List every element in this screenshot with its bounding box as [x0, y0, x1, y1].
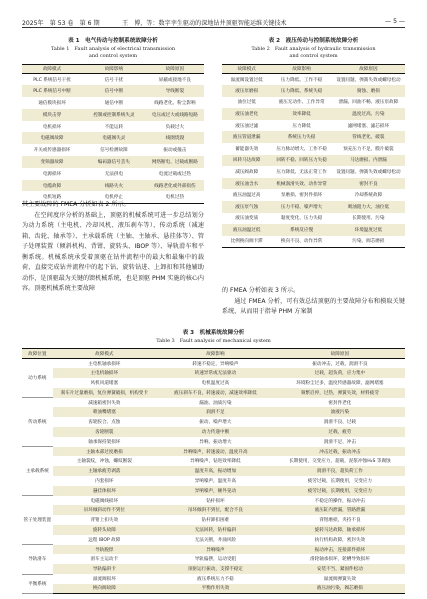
table-cell: 滑车主运动卡: [90, 557, 119, 563]
table-row: [22, 180, 204, 192]
table-row: [222, 155, 405, 167]
table-cell: 异响、振动增大: [199, 439, 232, 445]
table-cell: 无法回转，钻杆偏斜: [194, 527, 237, 533]
table-cell: 润滑不良、过载: [323, 420, 356, 426]
table-cell: 钻杆卸扣困难: [201, 518, 230, 524]
table-cell: 主电机轴承损坏: [88, 361, 121, 367]
table-cell: 设置问题、弹簧失效或螺母松动: [336, 170, 401, 176]
journal-issue: 2025年 第 53 卷 第 6 期: [22, 20, 100, 27]
column-header: 故障模式: [22, 65, 82, 74]
table-cell: 主轴承疲劳剥落: [88, 469, 121, 475]
table-cell: 齿轮胶合、点蚀: [88, 420, 121, 426]
table-cell: 液压油过滤: [235, 123, 259, 129]
table-cell: 远程 IBOP 故障: [88, 537, 121, 543]
table-cell: 液压管道泄漏: [232, 135, 261, 141]
table-cell: 设置问题、弹簧失效或螺母松动: [336, 77, 401, 83]
table-row: [22, 109, 204, 121]
table-cell: 振动、噪声增大: [199, 420, 232, 426]
table-cell: 主轴裂纹，冲蚀，螺纹断裂: [76, 459, 132, 465]
table-cell: 温度过高、污染: [352, 112, 385, 118]
table-row: [22, 545, 405, 555]
page-number: — 5 —: [385, 18, 405, 25]
table-cell: 冷却系统故障: [354, 193, 383, 199]
body-right-paragraph: 通过 FMEA 分析，可有效总结顶驱的主要故障分布和摸取关键系统，从而用于指导 PHM 方案制: [222, 297, 405, 315]
table-cell: 电机过热: [146, 191, 204, 203]
table-cell: 蓄能器失效: [235, 146, 259, 152]
table-cell: 环境粉尘过多，温度传感器故障，滤网堵塞: [296, 380, 384, 386]
table-cell: 转速异常或无法驱动: [194, 371, 237, 377]
table2-title-en: Table 2 Fault analysis of hydraulic transmission: [251, 45, 376, 52]
table-cell: 编码器信号丢失: [97, 159, 130, 165]
table-cell: 风机风道堵塞: [90, 380, 119, 386]
table-cell: 悬挂体损坏: [92, 488, 116, 494]
column-header: 故障影响: [156, 349, 275, 359]
table-row: [222, 97, 405, 109]
table-row: [22, 574, 405, 584]
table-cell: 过载、疲劳: [328, 429, 352, 435]
table-cell: 污染、阀芯磨损: [332, 236, 405, 248]
table-cell: 压力脉动增大、工作不稳: [276, 146, 327, 152]
table-row: [22, 74, 204, 86]
table-cell: 钻杆损坏: [206, 498, 225, 504]
table-row: [22, 407, 405, 417]
column-header: 故障位置: [22, 349, 53, 359]
table-cell: 压力不稳、噪声增大: [280, 204, 323, 210]
table-cell: 电机损坏: [42, 124, 62, 130]
table-cell: 液压无动作、工作异常: [278, 100, 325, 106]
column-header: 故障原因: [275, 349, 405, 359]
table1-title: 表 1 电气传动与控制系统故障分析: [68, 38, 158, 44]
table-row: [22, 564, 405, 574]
table-cell: 液压缸内泄漏，管路泄漏: [314, 508, 366, 514]
table2-title-en-2: and control system: [289, 53, 338, 60]
table-row: [22, 584, 405, 594]
table-cell: 压力降低、工作不稳: [280, 77, 323, 83]
table1-caption: [22, 38, 204, 61]
table-cell: 背钳上扣失效: [90, 518, 119, 524]
body-text-right: [222, 286, 405, 318]
table-cell: 润滑不良，超负荷工作: [316, 469, 363, 475]
table-cell: 无法供电: [104, 171, 124, 177]
table-cell: 无法关断，井涌风险: [194, 537, 237, 543]
table-cell: 液压油变质: [235, 216, 259, 222]
table3-title-en: Table 3 Fault analysis of mechanical system: [156, 337, 271, 344]
table-cell: 压力降低: [292, 123, 311, 129]
table-cell: 减压阀故障: [235, 170, 259, 176]
table-cell: 液压油含水: [235, 181, 259, 187]
table-cell: 电缆故障: [42, 183, 62, 189]
table-cell: 控制或控制系统失灵: [93, 112, 135, 118]
table-row: [222, 236, 405, 248]
table-cell: 线路失火: [104, 183, 124, 189]
table-cell: 密封不良: [359, 181, 378, 187]
table-row: [22, 359, 405, 369]
table-cell: 电源损坏: [42, 171, 62, 177]
table1-title-en-2: and control system: [88, 53, 138, 60]
table-cell: 液压刹车不良，转速波动，减速效率降低: [174, 390, 257, 396]
column-header: 故障影响: [82, 65, 146, 74]
table-cell: 系统压力失稳: [287, 135, 316, 141]
table-cell: 回转马达故障: [232, 158, 261, 164]
fault-location-cell: 平衡系统: [22, 574, 53, 594]
table-row: [22, 466, 405, 476]
table-row: [22, 368, 405, 378]
table2: [222, 64, 405, 248]
table-cell: 润滑不足、冲击: [323, 439, 356, 445]
table-cell: 振动冲击，连接部件损坏: [314, 547, 366, 553]
table-row: [222, 189, 405, 201]
table-row: [22, 168, 204, 180]
table-cell: 线路老化、粉尘影响: [154, 100, 196, 106]
table-cell: 机械润滑失效、动作异常: [276, 181, 327, 187]
table-cell: 泄漏、回油不畅、液压泵故障: [338, 100, 399, 106]
table-cell: 吸油阻力大、油位低: [347, 204, 390, 210]
table-cell: 疲劳过载，长期使用，交变应力: [307, 488, 373, 494]
fault-location-cell: 管子处理装置: [22, 496, 53, 545]
table-row: [22, 388, 405, 398]
table-cell: 系统反应慢: [290, 228, 314, 234]
table-cell: 液压泵气蚀: [235, 204, 259, 210]
table-cell: 液压泵磨损: [235, 88, 259, 94]
fault-location-cell: 导轨滑车: [22, 545, 53, 574]
table-cell: 信号干扰: [104, 77, 124, 83]
table1: [22, 64, 204, 204]
table-cell: 液压油温过低: [232, 228, 261, 234]
table-cell: 旋转头故障: [92, 527, 116, 533]
table-cell: 润滑不足: [206, 410, 225, 416]
table-cell: 压力降低、无法正常工作: [276, 170, 327, 176]
column-header: 故障模式: [53, 349, 156, 359]
table-row: [22, 505, 405, 515]
table-cell: 效率降低: [292, 112, 311, 118]
table-cell: PLC 系统信号干扰: [33, 77, 71, 83]
table-row: [222, 74, 405, 86]
table-cell: 异响噪声，温度升高: [194, 478, 237, 484]
table-cell: 安装不当，紧固件松动: [316, 567, 363, 573]
table-cell: 主电机轴损坏: [90, 371, 119, 377]
table-row: [22, 554, 405, 564]
table-row: [222, 201, 405, 213]
table-cell: 油位过低: [237, 100, 256, 106]
table-cell: 溢流阀设置过低: [230, 77, 263, 83]
table-row: [22, 447, 405, 457]
table-cell: 泵磨损、密封件损坏: [280, 193, 323, 199]
column-header: 故障原因: [146, 65, 204, 74]
table-cell: PLC 系统信号中断: [33, 89, 71, 95]
table-cell: 频繁启停，过热，弹簧失效，材料疲劳: [300, 390, 379, 396]
table-row: [22, 121, 204, 133]
table-cell: 疲劳过载，长期使用，交变应力: [307, 478, 373, 484]
table-cell: 转速不稳定，异响噪声: [192, 361, 239, 367]
table-cell: 吊环倾斜不到位，配合不良: [187, 508, 243, 514]
table-cell: 动力传递中断: [201, 429, 230, 435]
table3: [22, 348, 405, 594]
table-cell: 不能运转: [104, 124, 124, 130]
table-cell: 导线断裂: [165, 89, 185, 95]
table-cell: 滑轮轴承损坏，轮槽导致损坏: [310, 557, 370, 563]
table-cell: 内套损坏: [95, 478, 114, 484]
table-cell: 溢流阀损坏: [92, 576, 116, 582]
table-row: [22, 156, 204, 168]
table-cell: 负载过大: [165, 124, 185, 130]
column-header: 故障原因: [332, 65, 405, 74]
table-row: [22, 525, 405, 535]
table-row: [222, 143, 405, 155]
body-left-paragraph: 在空间度序分析的基础上，顶驱的机械系统可进一步总结划分为动力系统（主电机、冷却风机、液压刹车等）、传动系统（减速箱、齿轮、轴承等）、主承载系统（主轴、主轴承、悬挂体等）、管子处理装置（倾斜机构、背钳、旋转头、IBOP 等）、导轨滑车和平衡系统。机械系统承受着顶驱在钻井流程中的最大和最集中的载荷，直接完成钻井流程中的起下钻、旋转钻进、上卸扣和其他辅助动作，是顶驱最为关键的馈机械系统，也是顶驱 PHM 实施的核心内容。顶驱机械系统主要故障: [22, 211, 204, 292]
body-right-first-line: 的 FMEA 分析如表 3 所示。: [222, 287, 300, 294]
table-cell: 轴承保持架损坏: [88, 439, 121, 445]
article-running-title: 王 博，等：数字孪生驱动的深地钻井顶驱智能运维关键技术: [122, 20, 287, 27]
table-cell: 执行机构故障，密封失效: [314, 537, 366, 543]
table-cell: 换向不良、动作异常: [271, 236, 331, 248]
table-cell: 电流过载或过热: [158, 171, 191, 177]
table-cell: 振动或撞击: [163, 148, 187, 154]
running-header: [22, 15, 405, 28]
table-cell: 导轨偏摆，运动受阻: [194, 557, 237, 563]
table-cell: 温度升高，振动增加: [194, 469, 237, 475]
table-row: [22, 456, 405, 466]
table-cell: 压力降低、系统失稳: [280, 88, 323, 94]
table-cell: 长期使用，交变应力，超载，泥浆冲蚀H₂S 等腐蚀: [289, 459, 391, 465]
table-cell: 刹车片过量磨损，复位弹簧破损，机构变卡: [60, 390, 148, 396]
table-row: [222, 224, 405, 236]
table-cell: 环境温度过低: [354, 228, 383, 234]
table-cell: 换向阀故障: [53, 584, 156, 594]
column-header: 故障影响: [271, 65, 331, 74]
table-cell: 线路老化或外部损伤: [154, 183, 196, 189]
table-row: [22, 535, 405, 545]
table-cell: 马达磨损、内泄漏: [350, 158, 387, 164]
table-cell: 背钳磨损，夹持不良: [319, 518, 361, 524]
table-cell: 溢流阀弹簧失效: [323, 576, 356, 582]
table-row: [22, 437, 405, 447]
table-cell: 电磁阀线损坏: [90, 498, 119, 504]
table-cell: 喷油嘴堵塞: [92, 410, 116, 416]
table3-title: 表 3 机械系统故障分析: [182, 330, 245, 336]
table-row: [22, 476, 405, 486]
table-cell: 主轴本部过度磨损: [85, 449, 123, 455]
table1-title-en: Table 1 Fault analysis of electrical transmission: [50, 45, 176, 52]
table-row: [22, 496, 405, 506]
table-cell: 导轨偏斜卡: [92, 567, 116, 573]
table-cell: 比例换向阀卡滞: [222, 236, 271, 248]
table-cell: 电机温度过高: [201, 380, 230, 386]
table-cell: 通信模块损坏: [38, 100, 66, 106]
table-row: [222, 120, 405, 132]
table-cell: 密封件老化: [328, 400, 352, 406]
table-cell: 油液污染: [330, 410, 350, 416]
fault-location-cell: 动力系统: [22, 359, 53, 398]
table-row: [222, 85, 405, 97]
table-row: [22, 515, 405, 525]
table-row: [222, 213, 405, 225]
table-cell: 冲击过载，振动冲击: [319, 449, 361, 455]
table-cell: 电压或过大或线路短路: [151, 112, 198, 118]
table-row: [22, 132, 204, 144]
table-cell: 屏蔽或接地不良: [158, 77, 191, 83]
table-row: [22, 417, 405, 427]
table-cell: 黏度变化、压力失稳: [280, 216, 323, 222]
fault-location-cell: 主承载系统: [22, 447, 53, 496]
table-row: [22, 97, 204, 109]
table-cell: 预充压力不足、膜片破裂: [343, 146, 394, 152]
table-cell: 变频器故障: [40, 159, 64, 165]
table-cell: 异响噪声，转速波动，温度升高: [183, 449, 248, 455]
table-cell: 电磁阀故障: [40, 136, 64, 142]
table-cell: 腐蚀、磨损: [356, 88, 380, 94]
fault-location-cell: 传动系统: [22, 398, 53, 447]
table-cell: 不稳定的操作，振动冲击: [314, 498, 366, 504]
table-cell: 电机停止: [82, 191, 146, 203]
table-cell: 信号中断: [104, 89, 124, 95]
table-cell: 滤网堵塞、滤芯损坏: [347, 123, 390, 129]
table-cell: 旋转马达故障，轴承损坏: [314, 527, 366, 533]
table-cell: 过载，超负荷，应力集中: [314, 371, 366, 377]
table2-title: 表 2 液压传动与控制系统故障分析: [268, 38, 359, 44]
table-row: [22, 144, 204, 156]
table-cell: 模块击穿: [42, 112, 62, 118]
table-row: [222, 178, 405, 190]
body-text-left: [22, 200, 204, 295]
table-cell: 信号检测故障: [100, 148, 128, 154]
table-cell: 异响噪声: [206, 547, 225, 553]
table-cell: 液压系统压力不稳: [197, 576, 234, 582]
table-cell: 开关或传感器损坏: [33, 148, 71, 154]
table-cell: 导轨脱焊: [95, 547, 114, 553]
table-cell: 平衡作用失效: [156, 584, 275, 594]
table-row: [22, 486, 405, 496]
table-cell: 回转不稳、回转压力失稳: [276, 158, 327, 164]
table-row: [22, 378, 405, 388]
table-row: [222, 131, 405, 143]
body-left-first-line: 其主要故障的 FMEA 分析如表 2 所示。: [22, 201, 130, 208]
table-cell: 网络断电、过载或断路: [151, 159, 198, 165]
table-row: [222, 108, 405, 120]
table-row: [22, 427, 405, 437]
table-cell: 液压油老化: [235, 112, 259, 118]
table-cell: 电机短路: [22, 191, 82, 203]
table-cell: 顶驱运行振动，支撑不稳定: [187, 567, 243, 573]
table-cell: 齿轮断裂: [95, 429, 114, 435]
table-row: [22, 398, 405, 408]
table-cell: 液压油温过高: [232, 193, 261, 199]
table-cell: 通信中断: [104, 100, 124, 106]
table-cell: 减速箱密封失效: [88, 400, 121, 406]
table-cell: 漏油、油质污染: [199, 400, 232, 406]
table-cell: 振动冲击，过载，润滑不良: [312, 361, 368, 367]
table-cell: 异响噪声，额外晃动: [194, 488, 237, 494]
table-row: [22, 85, 204, 97]
table2-caption: [222, 38, 405, 61]
table-cell: 异响噪声，钻进效率降低: [190, 459, 241, 465]
table-cell: 长期使用、污染: [352, 216, 385, 222]
table-cell: 吊环倾斜动作不到位: [83, 508, 125, 514]
column-header: 故障模式: [222, 65, 271, 74]
table-cell: 电磁阀失灵: [102, 136, 126, 142]
table-cell: 线圈烧毁: [165, 136, 185, 142]
table-cell: 液压油污染，阀芯磨损: [275, 584, 405, 594]
table3-caption: [22, 330, 405, 345]
table-row: [222, 166, 405, 178]
table-cell: 管线老化、破裂: [352, 135, 385, 141]
